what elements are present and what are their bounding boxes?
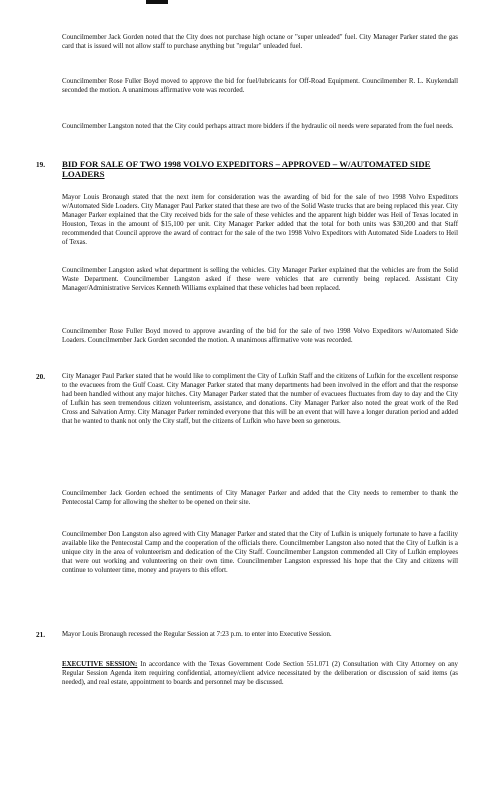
item-20-paragraph-2: Councilmember Jack Gorden echoed the sentiments of City Manager Parker and added that the City needs to remember to thank the Pentecostal Camp for allowing the shelter to be opened on their site. [62,490,458,506]
item-21-number: 21. [36,631,45,639]
item-19-paragraph-2: Councilmember Langston asked what department is selling the vehicles. City Manager Parker explained that the vehicles are from the Solid Waste Department. Councilmember Langston asked if these were vehicles that are currently being replaced. Assistant City Manager/Administrative Services Kenneth Williams explained that these vehicles had been replaced. [62,267,458,292]
item-20-number: 20. [36,373,45,381]
item-20-paragraph-1: City Manager Paul Parker stated that he would like to compliment the City of Lufkin Staff and the citizens of Lufkin for the excellent response to the evacuees from the Gulf Coast. City Manager Parker stated that many departments had been involved in the effort and that the response had been handled without any major hitches. City Manager Parker stated that the number of evacuees fluctuates from day to day and the City of Lufkin has seen tremendous citizen volunteerism, assistance, and donations. City Manager Parker also noted the great work of the Red Cross and Salvation Army. City Manager Parker reminded everyone that this will be an event that will have a longer duration period and added that he wanted to thank not only the City staff, but the citizens of Lufkin who have been so generous. [62,373,458,425]
paragraph-fuel-motion: Councilmember Rose Fuller Boyd moved to approve the bid for fuel/lubricants for Off-Road Equipment. Councilmember R. L. Kuykendall seconded the motion. A unanimous affirmative vote was recorded. [62,78,458,94]
item-19-paragraph-1: Mayor Louis Bronaugh stated that the next item for consideration was the awarding of bid for the sale of two 1998 Volvo Expeditors w/Automated Side Loaders. City Manager Paul Parker stated that these are two of the Solid Waste trucks that are being replaced this year. City Manager Parker explained that the City received bids for the sale of these vehicles and the apparent high bidder was Heil of Texas located in Houston, Texas in the amount of $15,100 per unit. City Manager Parker added that the total for both units was $30,200 and that Staff recommended that Council approve the award of contract for the sale of the two 1998 Volvo Expeditors with Automated Side Loaders to Heil of Texas. [62,194,458,246]
item-21-paragraph: Mayor Louis Bronaugh recessed the Regular Session at 7:23 p.m. to enter into Executive Session. [62,631,332,638]
item-19-number: 19. [36,161,45,169]
executive-session-label: EXECUTIVE SESSION: [62,661,138,668]
paragraph-fuel-octane: Councilmember Jack Gorden noted that the City does not purchase high octane or "super unleaded" fuel. City Manager Parker stated the gas card that is issued will not allow staff to purchase anything but "regular" unleaded fuel. [62,34,458,50]
item-20-paragraph-3: Councilmember Don Langston also agreed with City Manager Parker and stated that the City of Lufkin is uniquely fortunate to have a facility available like the Pentecostal Camp and the cooperation of the officials there. Councilmember Langston also noted that the City of Lufkin is a unique city in the area of volunteerism and dedication of the City Staff. Councilmember Langston commended all City of Lufkin employees that were out working and volunteering on their own time. Councilmember Langston expressed his hope that the City and citizens will continue to volunteer time, money and prayers to this effort. [62,531,458,574]
paragraph-hydraulic-oil: Councilmember Langston noted that the City could perhaps attract more bidders if the hydraulic oil needs were separated from the fuel needs. [62,123,454,130]
item-19-paragraph-3: Councilmember Rose Fuller Boyd moved to approve awarding of the bid for the sale of two 1998 Volvo Expeditors w/Automated Side Loaders. Councilmember Jack Gorden seconded the motion. A unanimous affirmative vote was recorded. [62,328,458,344]
executive-session-text: In accordance with the Texas Government Code Section 551.071 (2) Consultation with City Attorney on any Regular Session Agenda item requiring confidential, attorney/client advice necessitated by the deliberation or discussion of said items (as needed), and real estate, appointment to boards and personnel may be discussed. [62,661,458,686]
executive-session-paragraph [62,661,458,688]
item-19-heading: BID FOR SALE OF TWO 1998 VOLVO EXPEDITORS – APPROVED – W/AUTOMATED SIDE LOADERS [62,159,431,179]
page-top-mark [146,0,168,4]
